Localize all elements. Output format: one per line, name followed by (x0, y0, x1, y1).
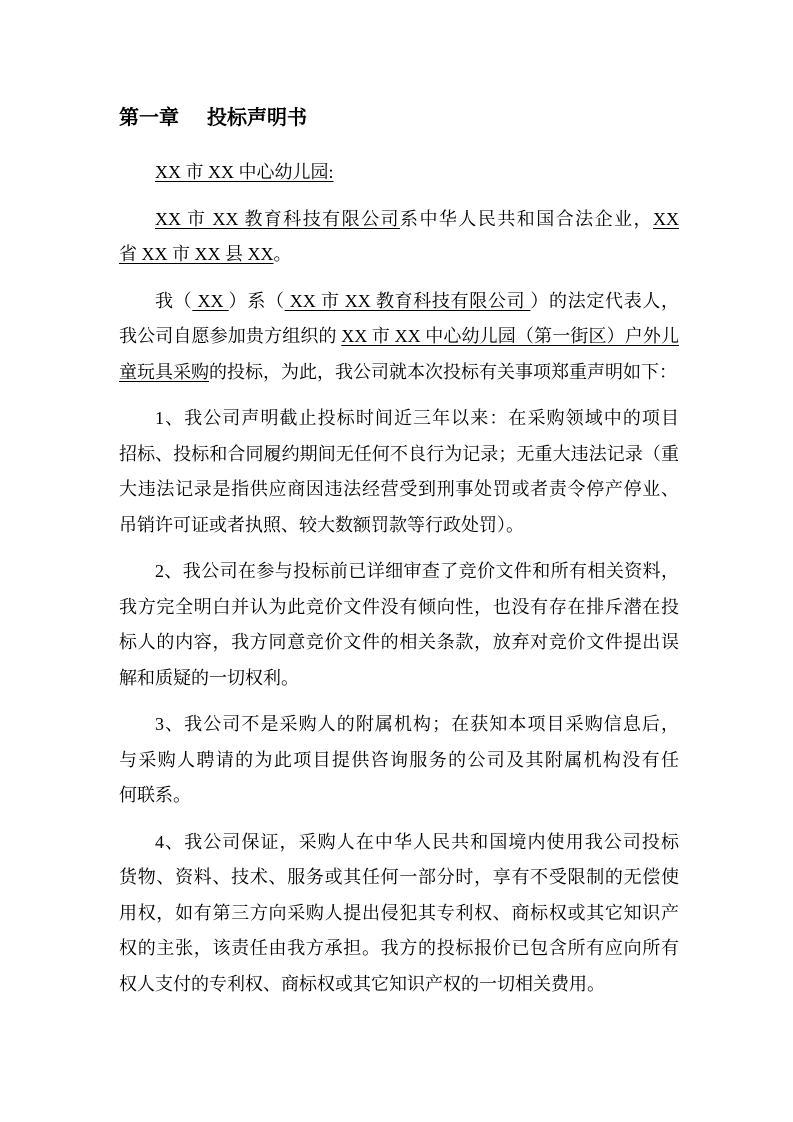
text-run: 我公司自愿参加贵方组织的 (119, 326, 342, 346)
chapter-heading: 投标声明书 (207, 107, 307, 129)
text-line (119, 437, 679, 473)
underlined-text-run: XX (653, 208, 679, 229)
text-line (119, 319, 679, 355)
text-run: 我方完全明白并认为此竞价文件没有倾向性，也没有存在排斥潜在投 (119, 596, 679, 617)
text-run: ）的法定代表人， (530, 290, 680, 311)
paragraph-item-2-reviewed-documents (119, 554, 679, 696)
text-run: 吊销许可证或者执照、较大数额罚款等行政处罚）。 (119, 514, 524, 535)
text-line (119, 661, 679, 697)
underlined-text-run: 省 XX 市 XX 县 XX (119, 244, 274, 264)
text-run: 系中华人民共和国合法企业， (400, 208, 653, 229)
text-run: 3、我公司不是采购人的附属机构；在获知本项目采购信息后， (155, 714, 679, 734)
underlined-text-run: XX (192, 290, 229, 311)
text-line (119, 472, 679, 508)
text-run: 标人的内容，我方同意竞价文件的相关条款，放弃对竞价文件提出误 (119, 632, 679, 652)
text-run: 招标、投标和合同履约期间无任何不良行为记录；无重大违法记录（重 (119, 443, 679, 464)
paragraph-representative-declaration (119, 284, 679, 391)
text-line (119, 554, 679, 590)
document-body (119, 155, 679, 1002)
underlined-text-run: 童玩具采购 (119, 361, 209, 382)
underlined-text-run: XX 市 XX 中心幼儿园（第一街区）户外儿 (341, 326, 679, 346)
text-line (119, 896, 679, 932)
underlined-text-run: XX 市 XX 教育科技有限公司 (284, 290, 531, 311)
text-line (119, 590, 679, 626)
chapter-title (119, 103, 679, 133)
text-run: 权的主张，该责任由我方承担。我方的投标报价已包含所有应向所有 (119, 938, 679, 958)
text-line (119, 707, 679, 743)
text-run: 我（ (155, 290, 193, 311)
text-run: 权人支付的专利权、商标权或其它知识产权的一切相关费用。 (119, 973, 605, 994)
text-run: 1、我公司声明截止投标时间近三年以来：在采购领域中的项目 (155, 408, 679, 428)
text-line (119, 284, 679, 320)
underlined-text-run: XX 市 XX 教育科技有限公司 (155, 208, 401, 229)
text-line (119, 825, 679, 861)
text-line (119, 155, 679, 191)
text-run: 用权，如有第三方向采购人提出侵犯其专利权、商标权或其它知识产 (119, 902, 679, 923)
text-line (119, 967, 679, 1003)
text-run: 的投标，为此，我公司就本次投标有关事项郑重声明如下： (209, 361, 677, 382)
text-line (119, 401, 679, 437)
text-line (119, 860, 679, 896)
chapter-number: 第一章 (119, 107, 179, 129)
text-run: 解和质疑的一切权利。 (119, 667, 299, 688)
text-run: 大违法记录是指供应商因违法经营受到刑事处罚或者责令停产停业、 (119, 479, 679, 499)
text-line (119, 931, 679, 967)
text-line (119, 508, 679, 544)
text-line (119, 355, 679, 391)
paragraph-salutation (119, 155, 679, 191)
text-run: 4、我公司保证，采购人在中华人民共和国境内使用我公司投标 (155, 831, 679, 852)
text-run: 。 (273, 244, 292, 264)
text-run: 何联系。 (119, 785, 191, 805)
text-run: 2、我公司在参与投标前已详细审查了竞价文件和所有相关资料， (155, 561, 679, 581)
underlined-text-run: XX 市 XX 中心幼儿园: (155, 162, 334, 182)
text-line (119, 743, 679, 779)
paragraph-company-intro (119, 202, 679, 273)
text-line (119, 778, 679, 814)
text-line (119, 237, 679, 273)
paragraph-item-4-ip-guarantee (119, 825, 679, 1003)
paragraph-item-1-no-bad-records (119, 401, 679, 543)
paragraph-item-3-not-affiliated (119, 707, 679, 814)
text-line (119, 625, 679, 661)
text-run: ）系（ (228, 290, 285, 311)
text-run: 与采购人聘请的为此项目提供咨询服务的公司及其附属机构没有任 (119, 749, 679, 770)
text-line (119, 202, 679, 238)
text-run: 货物、资料、技术、服务或其任何一部分时，享有不受限制的无偿使 (119, 867, 679, 887)
